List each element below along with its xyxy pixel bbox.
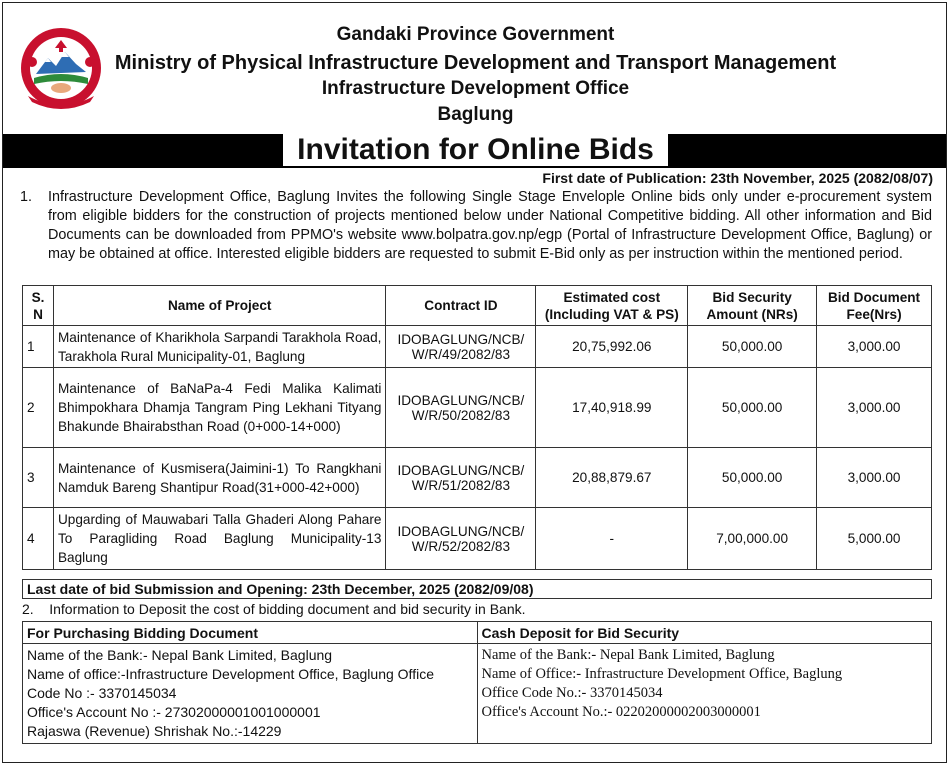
cell-contract-id: IDOBAGLUNG/NCB/ W/R/52/2082/83	[386, 508, 536, 570]
ministry-name: Ministry of Physical Infrastructure Development and Transport Management	[114, 52, 837, 74]
table-row	[23, 448, 932, 508]
cell-bid-security: 50,000.00	[688, 326, 817, 368]
cell-document-fee: 3,000.00	[817, 448, 932, 508]
account-number: Office's Account No :- 27302000001001000001	[27, 704, 321, 720]
bank-name: Name of the Bank:- Nepal Bank Limited, Baglung	[481, 647, 775, 663]
bank-details-table	[22, 621, 932, 744]
table-header-row	[23, 286, 932, 326]
cell-document-fee: 3,000.00	[817, 326, 932, 368]
bank-details-row	[23, 644, 932, 744]
bids-table	[22, 285, 932, 570]
cell-estimated-cost: 20,75,992.06	[536, 326, 688, 368]
col-header-name: Name of Project	[53, 286, 385, 326]
col-header-cost: Estimated cost (Including VAT & PS)	[536, 286, 688, 326]
office-location: Baglung	[437, 104, 514, 125]
invitation-paragraph	[20, 188, 932, 264]
bank-name: Name of the Bank:- Nepal Bank Limited, Baglung	[27, 647, 333, 663]
col-header-contract: Contract ID	[386, 286, 536, 326]
cell-project-name: Maintenance of Kharikhola Sarpandi Tarakhola Road, Tarakhola Rural Municipality-01, Baglung	[53, 326, 385, 368]
cell-contract-id: IDOBAGLUNG/NCB/ W/R/50/2082/83	[386, 368, 536, 448]
cell-bid-security: 7,00,000.00	[688, 508, 817, 570]
table-row	[23, 326, 932, 368]
bidding-document-details	[23, 644, 478, 744]
office-name: Infrastructure Development Office	[321, 78, 630, 99]
item-number: 1.	[20, 189, 33, 205]
cell-document-fee: 3,000.00	[817, 368, 932, 448]
bidding-document-header: For Purchasing Bidding Document	[23, 622, 478, 644]
bid-security-details	[477, 644, 932, 744]
cell-project-name: Maintenance of Kusmisera(Jaimini-1) To Rangkhani Namduk Bareng Shantipur Road(31+000-42+000)	[53, 448, 385, 508]
cell-contract-id: IDOBAGLUNG/NCB/ W/R/51/2082/83	[386, 448, 536, 508]
cell-project-name: Maintenance of BaNaPa-4 Fedi Malika Kalimati Bhimpokhara Dhamja Tangram Ping Lekhani Tityang Bhakunde Bhairabsthan Road (0+000-14+000)	[53, 368, 385, 448]
cell-estimated-cost: 20,88,879.67	[536, 448, 688, 508]
last-submission-date: Last date of bid Submission and Opening: 23th December, 2025 (2082/09/08)	[22, 579, 932, 599]
office-name-line: Name of office:-Infrastructure Development Office, Baglung Office	[27, 666, 434, 682]
cell-sn: 2	[23, 368, 54, 448]
cell-sn: 4	[23, 508, 54, 570]
revenue-heading-number: Rajaswa (Revenue) Shrishak No.:-14229	[27, 723, 282, 739]
office-name-line: Name of Office:- Infrastructure Development Office, Baglung	[481, 666, 843, 682]
first-publication-date: First date of Publication: 23th November, 2025 (2082/08/07)	[542, 170, 933, 186]
cell-project-name: Upgarding of Mauwabari Talla Ghaderi Along Pahare To Paragliding Road Baglung Municipality-13 Baglung	[53, 508, 385, 570]
cell-bid-security: 50,000.00	[688, 368, 817, 448]
invitation-text: Infrastructure Development Office, Baglung Invites the following Single Stage Envelople Online bids only under e-procurement system from eligible bidders for the construction of projects mentioned below under National Competitive bidding. All other information and Bid Documents can be downloaded from PPMO's website www.bolpatra.gov.np/egp (Portal of Infrastructure Development Office, Baglung) or may be obtained at office. Interested eligible bidders are requested to submit E-Bid only as per instruction within the mentioned period.	[48, 189, 932, 262]
cell-contract-id: IDOBAGLUNG/NCB/ W/R/49/2082/83	[386, 326, 536, 368]
bank-info-heading: 2. Information to Deposit the cost of bidding document and bid security in Bank.	[22, 601, 526, 617]
notice-title: Invitation for Online Bids	[283, 133, 668, 166]
cell-bid-security: 50,000.00	[688, 448, 817, 508]
government-name: Gandaki Province Government	[336, 24, 615, 45]
bid-security-header: Cash Deposit for Bid Security	[477, 622, 932, 644]
cell-sn: 3	[23, 448, 54, 508]
col-header-sn: S. N	[23, 286, 54, 326]
account-number: Office's Account No.:- 02202000002003000001	[481, 704, 761, 720]
table-row	[23, 368, 932, 448]
office-code: Code No :- 3370145034	[27, 685, 177, 701]
bank-header-row	[23, 622, 932, 644]
cell-estimated-cost: 17,40,918.99	[536, 368, 688, 448]
office-code: Office Code No.:- 3370145034	[481, 685, 663, 701]
table-row	[23, 508, 932, 570]
cell-estimated-cost: -	[536, 508, 688, 570]
cell-sn: 1	[23, 326, 54, 368]
col-header-fee: Bid Document Fee(Nrs)	[817, 286, 932, 326]
col-header-security: Bid Security Amount (NRs)	[688, 286, 817, 326]
cell-document-fee: 5,000.00	[817, 508, 932, 570]
